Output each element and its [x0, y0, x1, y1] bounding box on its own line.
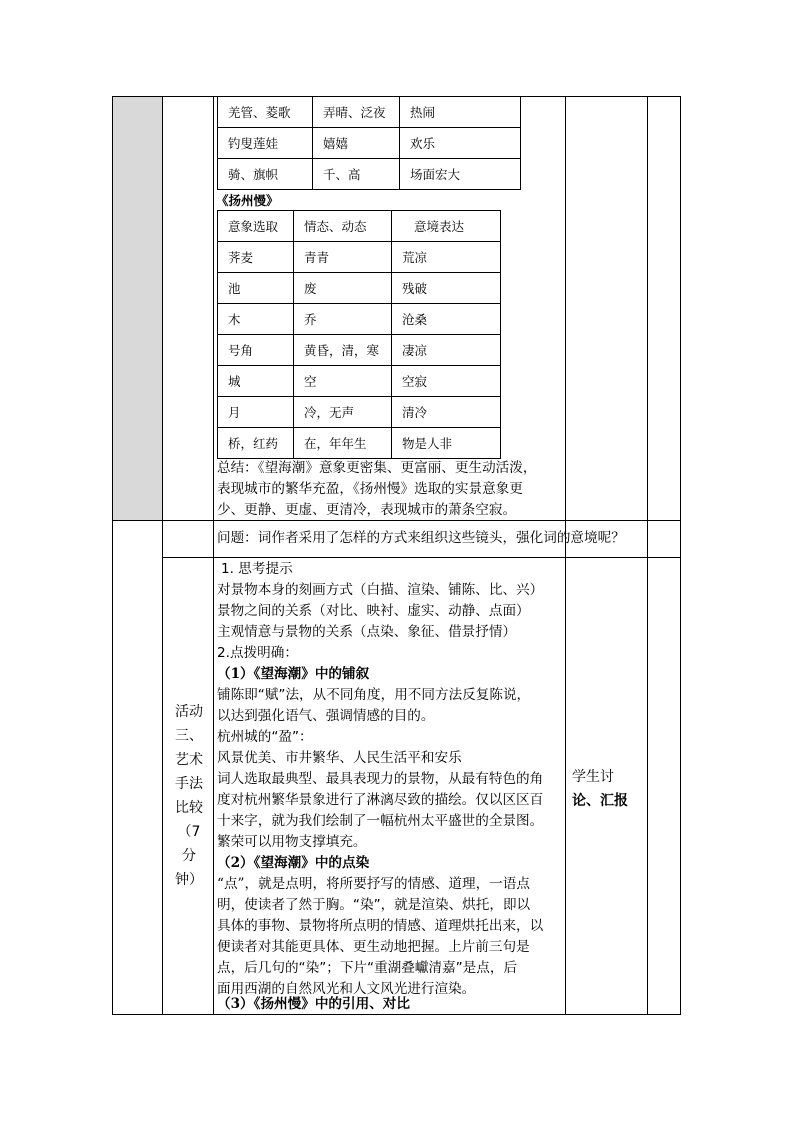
activity-label: 活动 三、 艺术 手法 比较 （7 分 钟）: [175, 704, 203, 888]
column-header: 意境表达: [392, 211, 501, 242]
body-line: 面用西湖的自然风光和人文风光进行渲染。: [217, 981, 476, 997]
table-cell: 乔: [294, 304, 392, 335]
summary-line: 少、更静、更虚、更清冷，表现城市的萧条空寂。: [217, 502, 517, 518]
table-border: [565, 96, 566, 1015]
shaded-cell: [113, 97, 162, 520]
body-line: 词人选取最典型、最具表现力的景物，从最有特色的角: [217, 771, 544, 787]
table-cell: 废: [294, 273, 392, 304]
column-header: 意象选取: [218, 211, 294, 242]
table-cell: 千、高: [313, 159, 400, 190]
body-line: 以达到强化语气、强调情感的目的。: [217, 708, 435, 724]
body-line: 繁荣可以用物支撑填充。: [217, 834, 367, 850]
table-caption: 《扬州慢》: [216, 193, 279, 208]
table-row: [218, 428, 501, 459]
body-line: “点”，就是点明，将所要抒写的情感、道理，一语点: [217, 876, 530, 892]
table-cell: 城: [218, 366, 294, 397]
hint-title: 1. 思考提示: [221, 561, 293, 577]
table-cell: 弄晴、泛夜: [313, 97, 400, 128]
table-cell: 残破: [392, 273, 501, 304]
table-cell: 空寂: [392, 366, 501, 397]
table-row: [218, 366, 501, 397]
table-row: [218, 97, 521, 128]
table-row: [218, 335, 501, 366]
table-cell: 荒凉: [392, 242, 501, 273]
table-row: [218, 159, 521, 190]
table-border: [162, 96, 163, 1015]
table-border: [112, 96, 113, 1015]
body-line: 便读者对其能更具体、更生动地把握。上片前三句是: [217, 939, 530, 955]
summary-line: 表现城市的繁华充盈，《扬州慢》选取的实景意象更: [217, 481, 523, 497]
question-text: 问题：词作者采用了怎样的方式来组织这些镜头，强化词的意境呢？: [217, 530, 625, 546]
imagery-table-1: [217, 96, 521, 190]
table-cell: 热闹: [400, 97, 521, 128]
section-heading: （1）《望海潮》中的铺叙: [217, 666, 370, 682]
table-cell: 桥，红药: [218, 428, 294, 459]
table-row: [218, 273, 501, 304]
hint-line: 主观情意与景物的关系（点染、象征、借景抒情）: [217, 624, 517, 640]
body-line: 风景优美、市井繁华、人民生活平和安乐: [217, 750, 462, 766]
body-line: 十来字，就为我们绘制了一幅杭州太平盛世的全景图。: [217, 813, 544, 829]
table-cell: 物是人非: [392, 428, 501, 459]
body-line: 杭州城的“盈”：: [217, 729, 313, 745]
table-border: [647, 96, 648, 1015]
body-line: 点，后几句的“染”；下片“重湖叠巘清嘉”是点，后: [217, 960, 518, 976]
table-cell: 清冷: [392, 397, 501, 428]
body-line: 明，使读者了然于胸。“染”，就是渲染、烘托，即以: [217, 897, 531, 913]
table-cell: 青青: [294, 242, 392, 273]
table-cell: 冷，无声: [294, 397, 392, 428]
table-cell: 号角: [218, 335, 294, 366]
table-row: [218, 128, 521, 159]
hint-line: 对景物本身的刻画方式（白描、渲染、铺陈、比、兴）: [217, 582, 544, 598]
table-row: [218, 242, 501, 273]
body-line: 具体的事物、景物将所点明的情感、道理烘托出来，以: [217, 918, 544, 934]
table-cell: 凄凉: [392, 335, 501, 366]
student-activity: 学生讨 论、汇报: [572, 769, 628, 809]
table-cell: 欢乐: [400, 128, 521, 159]
table-cell: 场面宏大: [400, 159, 521, 190]
table-header-row: [218, 211, 501, 242]
table-cell: 池: [218, 273, 294, 304]
table-cell: 在，年年生: [294, 428, 392, 459]
table-cell: 骑、旗帜: [218, 159, 313, 190]
section-heading: （3）《扬州慢》中的引用、对比: [217, 996, 410, 1012]
table-cell: 木: [218, 304, 294, 335]
table-cell: 空: [294, 366, 392, 397]
clarify-title: 2.点拨明确：: [217, 645, 298, 661]
summary-line: 总结：《望海潮》意象更密集、更富丽、更生动活泼，: [217, 460, 537, 476]
table-cell: 荠麦: [218, 242, 294, 273]
table-cell: 嬉嬉: [313, 128, 400, 159]
table-cell: 月: [218, 397, 294, 428]
table-row: [218, 397, 501, 428]
table-border: [680, 96, 681, 1015]
table-cell: 羌管、菱歌: [218, 97, 313, 128]
table-row: [218, 304, 501, 335]
table-cell: 黄昏，清，寒: [294, 335, 392, 366]
table-cell: 钓叟莲娃: [218, 128, 313, 159]
body-line: 铺陈即“赋”法，从不同角度，用不同方法反复陈说，: [217, 687, 531, 703]
column-header: 情态、动态: [294, 211, 392, 242]
hint-line: 景物之间的关系（对比、映衬、虚实、动静、点面）: [217, 603, 530, 619]
imagery-table-2: [217, 210, 501, 459]
table-border: [162, 557, 681, 558]
table-cell: 沧桑: [392, 304, 501, 335]
body-line: 度对杭州繁华景象进行了淋漓尽致的描绘。仅以区区百: [217, 792, 544, 808]
section-heading: （2）《望海潮》中的点染: [217, 855, 370, 871]
